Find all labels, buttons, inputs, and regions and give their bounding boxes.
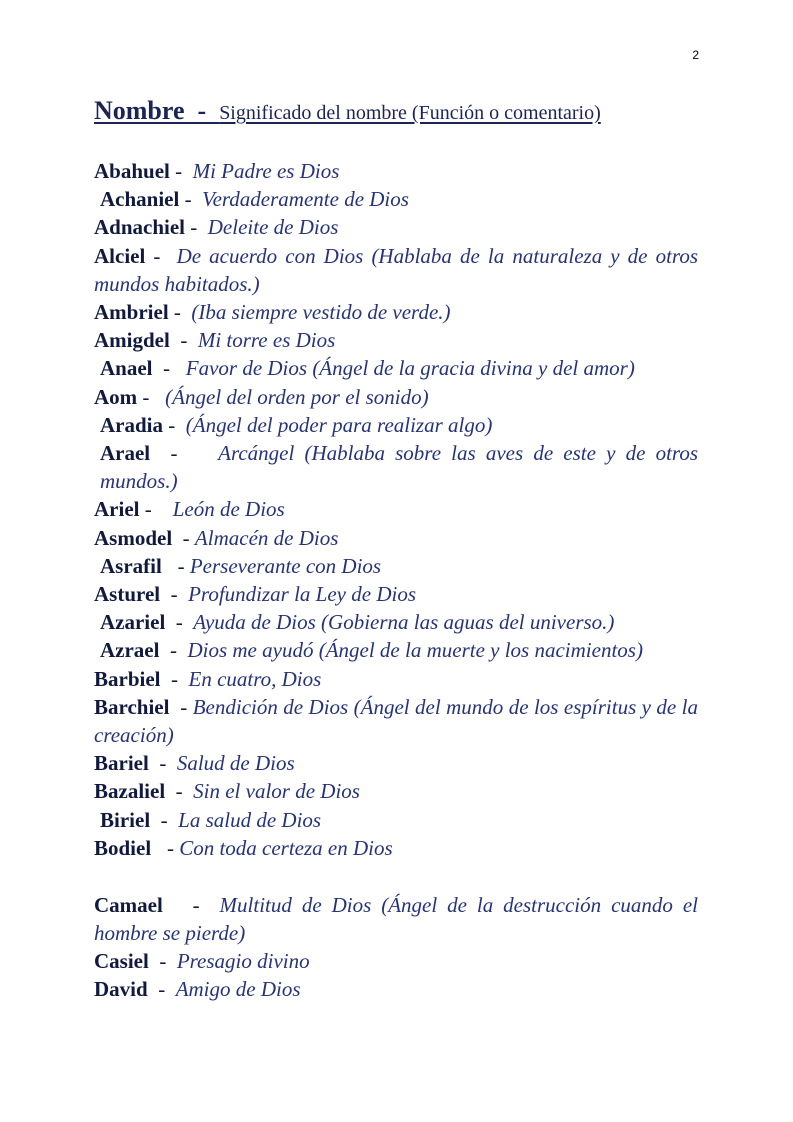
angel-meaning: La salud de Dios: [178, 807, 322, 832]
list-item: [94, 439, 698, 495]
list-item: [94, 749, 698, 777]
list-item: [94, 636, 698, 664]
entry-separator: -: [137, 384, 166, 409]
angel-name: Azrael: [100, 638, 160, 663]
list-item: [94, 834, 698, 862]
angel-meaning: León de Dios: [172, 497, 285, 522]
entry-separator: -: [165, 779, 194, 804]
angel-meaning: Profundizar la Ley de Dios: [188, 582, 416, 607]
entry-separator: -: [169, 328, 198, 353]
angel-meaning: Salud de Dios: [176, 751, 295, 776]
entry-separator: -: [160, 582, 189, 607]
page-number: 2: [692, 48, 699, 62]
angel-name: Alciel: [94, 243, 146, 268]
list-item: [94, 298, 698, 326]
entry-separator: -: [172, 525, 195, 550]
entry-separator: -: [147, 977, 176, 1002]
entry-separator: -: [169, 694, 193, 719]
angel-name: David: [94, 977, 148, 1002]
list-item: [94, 326, 698, 354]
list-item: [94, 552, 698, 580]
angel-meaning: Amigo de Dios: [175, 977, 301, 1002]
entry-separator: -: [160, 666, 189, 691]
entry-separator: -: [150, 807, 179, 832]
list-item: [94, 242, 698, 298]
angel-name: Aom: [94, 384, 138, 409]
angel-meaning: (Iba siempre vestido de verde.): [191, 300, 451, 325]
list-item: [94, 806, 698, 834]
entry-separator: -: [145, 243, 177, 268]
heading-term: Nombre: [94, 96, 185, 125]
entry-separator: -: [148, 751, 177, 776]
angel-meaning: Ayuda de Dios (Gobierna las aguas del universo.): [193, 610, 615, 635]
entry-separator: -: [150, 441, 219, 466]
entry-separator: -: [152, 356, 186, 381]
list-item: [94, 947, 698, 975]
entry-separator: -: [179, 187, 203, 212]
angel-name: Anael: [100, 356, 153, 381]
list-item: [94, 411, 698, 439]
angel-meaning: Con toda certeza en Dios: [179, 835, 393, 860]
angel-meaning: En cuatro, Dios: [188, 666, 322, 691]
angel-meaning: (Ángel del poder para realizar algo): [185, 412, 493, 437]
heading-description: Significado del nombre (Función o comentario): [219, 102, 601, 124]
angel-name: Barchiel: [94, 694, 170, 719]
angel-meaning: Multitud de Dios (Ángel de la destrucción cuando el hombre se pierde): [94, 892, 698, 945]
angel-meaning: (Ángel del orden por el sonido): [165, 384, 429, 409]
angel-name: Asmodel: [94, 525, 173, 550]
angel-name: Bariel: [94, 751, 149, 776]
list-item: [94, 495, 698, 523]
list-item: [94, 213, 698, 241]
list-item: [94, 354, 698, 382]
angel-meaning: Arcángel (Hablaba sobre las aves de este y de otros mundos.): [100, 441, 698, 494]
angel-name: Barbiel: [94, 666, 161, 691]
entry-separator: -: [148, 949, 177, 974]
entry-separator: -: [163, 412, 186, 437]
angel-meaning: Deleite de Dios: [207, 215, 339, 240]
list-item: [94, 157, 698, 185]
entry-separator: -: [185, 215, 208, 240]
angel-name: Ariel: [94, 497, 140, 522]
list-item: [94, 524, 698, 552]
angel-name: Asrafil: [100, 553, 162, 578]
angel-meaning: Favor de Dios (Ángel de la gracia divina y del amor): [185, 356, 635, 381]
list-item: [94, 975, 698, 1003]
angel-meaning: Verdaderamente de Dios: [202, 187, 409, 212]
angel-meaning: Presagio divino: [176, 949, 310, 974]
list-item: [94, 580, 698, 608]
angel-meaning: Mi Padre es Dios: [192, 159, 340, 183]
angel-meaning: Dios me ayudó (Ángel de la muerte y los nacimientos): [187, 638, 643, 663]
entry-separator: -: [162, 892, 220, 917]
angel-name-list: [94, 157, 698, 1003]
angel-name: Biriel: [100, 807, 151, 832]
angel-name: Arael: [100, 441, 151, 466]
angel-name: Bazaliel: [94, 779, 166, 804]
list-item: [94, 608, 698, 636]
angel-name: Adnachiel: [94, 215, 186, 240]
angel-name: Aradia: [100, 412, 163, 437]
list-item: [94, 185, 698, 213]
angel-meaning: De acuerdo con Dios (Hablaba de la naturaleza y de otros mundos habitados.): [94, 243, 698, 296]
angel-meaning: Perseverante con Dios: [189, 553, 382, 578]
angel-meaning: Almacén de Dios: [194, 525, 339, 550]
angel-name: Camael: [94, 892, 163, 917]
angel-name: Achaniel: [100, 187, 180, 212]
entry-separator: -: [139, 497, 173, 522]
entry-separator: -: [151, 835, 180, 860]
heading-separator: -: [184, 96, 220, 125]
angel-name: Azariel: [100, 610, 166, 635]
angel-meaning: Sin el valor de Dios: [193, 779, 360, 804]
angel-name: Bodiel: [94, 835, 152, 860]
list-item: [94, 777, 698, 805]
entry-separator: -: [159, 638, 188, 663]
entry-separator: -: [165, 610, 194, 635]
entry-separator: -: [168, 300, 192, 325]
angel-name: Amigdel: [94, 328, 170, 353]
entry-separator: -: [169, 159, 193, 183]
angel-name: Ambriel: [94, 300, 169, 325]
angel-meaning: Bendición de Dios (Ángel del mundo de los espíritus y de la creación): [94, 694, 698, 748]
list-item: [94, 665, 698, 693]
list-item: [94, 693, 698, 749]
angel-meaning: Mi torre es Dios: [197, 328, 336, 353]
list-item: [94, 891, 698, 947]
list-heading: [94, 95, 714, 131]
angel-name: Casiel: [94, 949, 149, 974]
angel-name: Abahuel: [94, 159, 170, 183]
angel-name: Asturel: [94, 582, 161, 607]
entry-separator: -: [161, 553, 190, 578]
list-item: [94, 383, 698, 411]
